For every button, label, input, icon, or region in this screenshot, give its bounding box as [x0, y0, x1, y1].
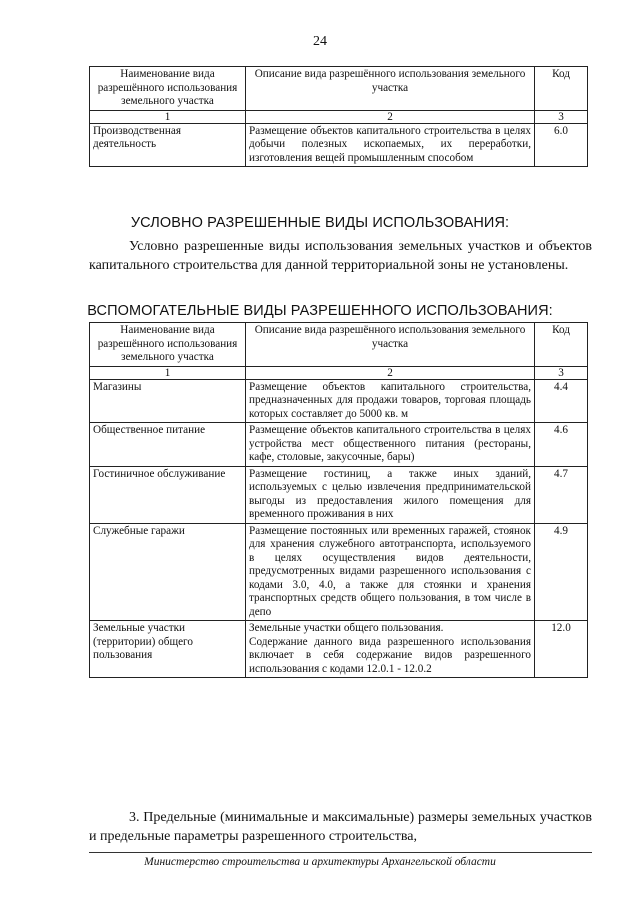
use-name: Земельные участки (территории) общего пользования [90, 621, 246, 678]
footer-text: Министерство строительства и архитектуры Архангельской области [144, 856, 496, 868]
use-code: 4.7 [535, 466, 588, 523]
footer-divider [89, 852, 592, 853]
table-row [90, 423, 588, 467]
use-name: Магазины [90, 379, 246, 423]
use-code: 4.4 [535, 379, 588, 423]
column-number-row [90, 110, 588, 123]
column-number: 2 [246, 366, 535, 379]
header-name: Наименование вида разрешённого использования земельного участка [90, 323, 246, 367]
column-number: 3 [535, 366, 588, 379]
table-row [90, 123, 588, 167]
column-number: 1 [90, 366, 246, 379]
use-code: 4.6 [535, 423, 588, 467]
header-description: Описание вида разрешённого использования земельного участка [246, 323, 535, 367]
table-row [90, 379, 588, 423]
header-name: Наименование вида разрешённого использования земельного участка [90, 67, 246, 111]
table-header-row [90, 323, 588, 367]
use-code: 4.9 [535, 523, 588, 621]
auxiliary-uses-heading: ВСПОМОГАТЕЛЬНЫЕ ВИДЫ РАЗРЕШЕННОГО ИСПОЛЬЗОВАНИЯ: [87, 303, 553, 319]
column-number: 2 [246, 110, 535, 123]
use-description: Размещение объектов капитального строительства в целях добычи полезных ископаемых, их переработки, изготовления вещей промышленным способом [246, 123, 535, 167]
header-description: Описание вида разрешённого использования земельного участка [246, 67, 535, 111]
table-row [90, 621, 588, 678]
use-code: 6.0 [535, 123, 588, 167]
section-3-paragraph: 3. Предельные (минимальные и максимальные) размеры земельных участков и предельные параметры разрешенного строительства, [89, 810, 592, 844]
use-description: Размещение объектов капитального строительства в целях устройства мест общественного питания (рестораны, кафе, столовые, закусочные, бары) [246, 423, 535, 467]
table-header-row [90, 67, 588, 111]
use-description: Размещение объектов капитального строительства, предназначенных для продажи товаров, торговая площадь которых составляет до 5000 кв. м [246, 379, 535, 423]
column-number: 1 [90, 110, 246, 123]
conditional-uses-text: Условно разрешенные виды использования земельных участков и объектов капитального строительства для данной территориальной зоны не установлены. [89, 239, 592, 273]
use-name: Служебные гаражи [90, 523, 246, 621]
use-code: 12.0 [535, 621, 588, 678]
main-uses-table [89, 66, 588, 167]
column-number-row [90, 366, 588, 379]
conditional-uses-heading: УСЛОВНО РАЗРЕШЕННЫЕ ВИДЫ ИСПОЛЬЗОВАНИЯ: [130, 215, 510, 231]
use-description-line: Содержание данного вида разрешенного использования включает в себя содержание видов разрешенного использования с кодами 12.0.1 - 12.0.2 [249, 635, 531, 675]
table-row [90, 466, 588, 523]
auxiliary-uses-table [89, 322, 588, 678]
header-code: Код [535, 323, 588, 367]
use-name: Производственная деятельность [90, 123, 246, 167]
use-description: Размещение гостиниц, а также иных зданий, используемых с целью извлечения предпринимательской выгоды из предоставления жилого помещения для временного проживания в них [246, 466, 535, 523]
use-name: Общественное питание [90, 423, 246, 467]
use-description [246, 621, 535, 678]
page-number: 24 [313, 34, 327, 49]
header-code: Код [535, 67, 588, 111]
use-name: Гостиничное обслуживание [90, 466, 246, 523]
use-description-line: Земельные участки общего пользования. [249, 622, 444, 634]
column-number: 3 [535, 110, 588, 123]
table-row [90, 523, 588, 621]
use-description: Размещение постоянных или временных гаражей, стоянок для хранения служебного автотранспорта, используемого в целях осуществления видов деятельности, предусмотренных видами разрешенного использования с кодами 3.0, 4.0, а также для стоянки и хранения транспортных средств общего пользования, в том числе в депо [246, 523, 535, 621]
